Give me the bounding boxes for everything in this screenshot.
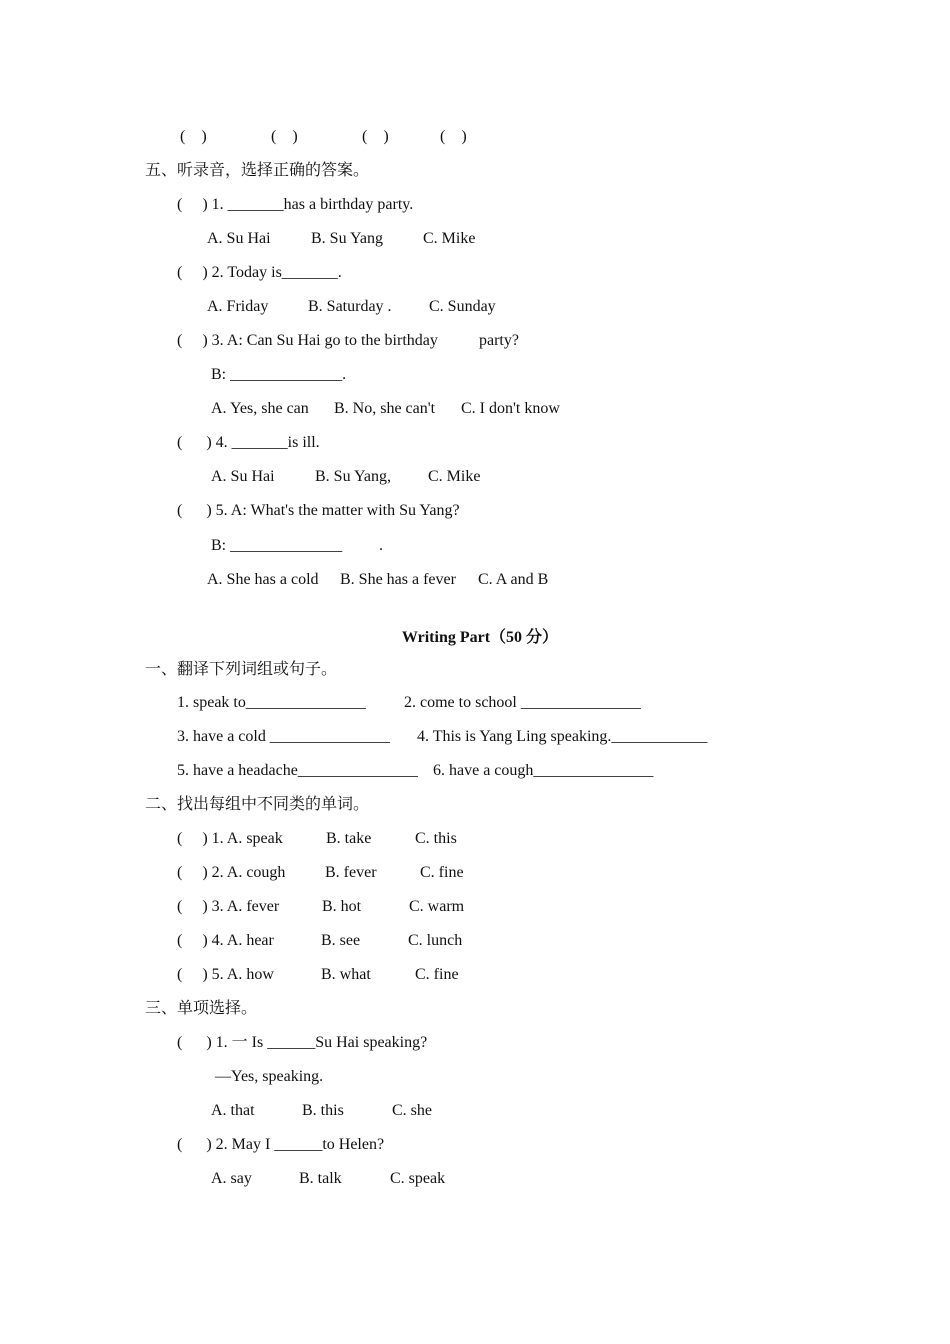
option: C. she: [392, 1102, 432, 1119]
section-heading: 五、听录音，选择正确的答案。: [145, 162, 370, 179]
section-heading: 二、找出每组中不同类的单词。: [145, 796, 370, 813]
option: C. fine: [415, 966, 459, 983]
answer-bracket: ( ): [271, 128, 298, 145]
option: A. Friday: [207, 298, 269, 315]
option: B. Saturday .: [308, 298, 392, 315]
option: C. fine: [420, 864, 464, 881]
answer-line: B: ______________.: [211, 366, 347, 383]
question-tail: party?: [479, 332, 519, 349]
odd-one-out-question: ( ) 1. A. speak: [177, 830, 283, 847]
question: ( ) 4. _______is ill.: [177, 434, 320, 451]
translation-item: 6. have a cough_______________: [433, 762, 654, 779]
option: B. Su Yang,: [315, 468, 392, 485]
option: B. see: [321, 932, 361, 949]
option: B. what: [321, 966, 371, 983]
translation-item: 5. have a headache_______________: [177, 762, 418, 779]
part-title: Writing Part（50 分）: [401, 629, 559, 646]
translation-item: 2. come to school _______________: [404, 694, 641, 711]
option: A. Yes, she can: [211, 400, 309, 417]
option: B. No, she can't: [334, 400, 436, 417]
option: C. Sunday: [429, 298, 496, 315]
option: C. this: [415, 830, 457, 847]
question: ( ) 3. A: Can Su Hai go to the birthday: [177, 332, 438, 349]
translation-item: 3. have a cold _______________: [177, 728, 390, 745]
answer-bracket: ( ): [362, 128, 389, 145]
question: ( ) 2. Today is_______.: [177, 264, 342, 281]
question: ( ) 5. A: What's the matter with Su Yang?: [177, 502, 460, 519]
option: B. hot: [322, 898, 362, 915]
option: C. Mike: [428, 468, 481, 485]
option: C. I don't know: [461, 400, 560, 417]
section-heading: 三、单项选择。: [145, 1000, 258, 1017]
option: B. Su Yang: [311, 230, 384, 247]
option: C. lunch: [408, 932, 463, 949]
option: A. Su Hai: [211, 468, 275, 485]
option: C. warm: [409, 898, 465, 915]
option: B. take: [326, 830, 372, 847]
option: B. this: [302, 1102, 344, 1119]
answer-dot: .: [379, 537, 383, 554]
translation-item: 1. speak to_______________: [177, 694, 366, 711]
option: C. A and B: [478, 571, 549, 588]
question: ( ) 2. May I ______to Helen?: [177, 1136, 385, 1153]
question: ( ) 1. _______has a birthday party.: [177, 196, 414, 213]
odd-one-out-question: ( ) 4. A. hear: [177, 932, 274, 949]
translation-item: 4. This is Yang Ling speaking.____________: [417, 728, 708, 745]
question: ( ) 1. 一 Is ______Su Hai speaking?: [177, 1034, 428, 1051]
odd-one-out-question: ( ) 2. A. cough: [177, 864, 286, 881]
option: B. fever: [325, 864, 377, 881]
option: A. Su Hai: [207, 230, 271, 247]
section-heading: 一、翻译下列词组或句子。: [145, 661, 338, 678]
option: B. She has a fever: [340, 571, 456, 588]
answer-bracket: ( ): [180, 128, 207, 145]
option: A. She has a cold: [207, 571, 319, 588]
option: B. talk: [299, 1170, 342, 1187]
option: C. speak: [390, 1170, 446, 1187]
answer-bracket: ( ): [440, 128, 467, 145]
reply-line: —Yes, speaking.: [215, 1068, 324, 1085]
option: A. that: [211, 1102, 255, 1119]
option: A. say: [211, 1170, 252, 1187]
odd-one-out-question: ( ) 5. A. how: [177, 966, 274, 983]
odd-one-out-question: ( ) 3. A. fever: [177, 898, 280, 915]
answer-line: B: ______________: [211, 537, 343, 554]
option: C. Mike: [423, 230, 476, 247]
